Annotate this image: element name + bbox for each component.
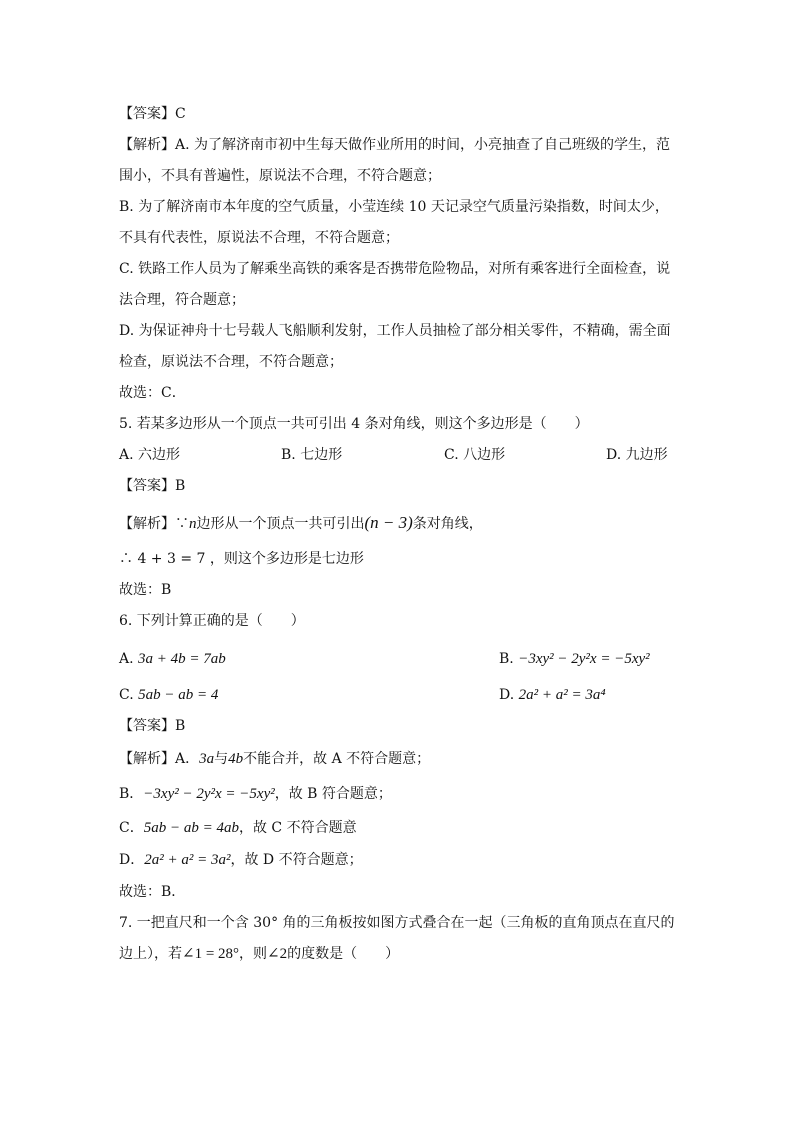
q5-option-b: B. 七边形 [281,447,343,463]
q6-analysis-a [119,750,430,768]
q4-conclusion: 故选：C． [119,385,186,401]
q7-question-line2-c: 的度数是（ ） [287,946,400,962]
q5-expr-n3: (n − 3) [364,513,413,532]
q6-conclusion: 故选：B． [119,884,186,900]
q6-analysis-a-suffix: 不能合并，故 A 不符合题意； [243,751,431,767]
q6-option-a [119,650,226,668]
q6-option-a-expr: 3a + 4b = 7ab [138,651,226,667]
q7-question-line2-b: ，则 [239,946,268,962]
q5-var-n: n [189,516,197,532]
q7-angle2: ∠2 [267,946,288,962]
q5-therefore: ∴ 4 + 3 = 7 ，则这个多边形是七边形 [119,551,364,567]
q6-option-d-expr: 2a² + a² = 3a⁴ [518,687,606,703]
q5-answer: 【答案】B [119,478,186,494]
q6-question: 6. 下列计算正确的是（ ） [119,613,305,629]
q4-analysis-line2: 围小，不具有普遍性，原说法不合理，不符合题意； [119,168,441,184]
q6-option-c-label: C. [119,687,139,703]
q4-b-line1: B. 为了解济南市本年度的空气质量，小莹连续 10 天记录空气质量污染指数，时间太少， [119,199,669,215]
q6-analysis-c-expr: 5ab − ab = 4ab [143,820,239,836]
q6-analysis-a-prefix: 【解析】A． [119,751,200,767]
q4-answer: 【答案】C [119,106,186,122]
q4-c-line1: C. 铁路工作人员为了解乘坐高铁的乘客是否携带危险物品，对所有乘客进行全面检查，说 [119,261,671,277]
q5-analysis-prefix: 【解析】∵ [119,516,189,532]
q5-option-c: C. 八边形 [444,447,506,463]
q6-option-b [499,650,650,668]
q6-analysis-b-prefix: B． [119,786,144,802]
q7-question-line2 [119,945,399,963]
q6-analysis-d-suffix: ，故 D 不符合题意； [230,852,363,868]
q6-analysis-c-suffix: ，故 C 不符合题意 [238,820,357,836]
q6-option-b-expr: −3xy² − 2y²x = −5xy² [518,651,650,667]
q7-question-line1: 7. 一把直尺和一个含 30° 角的三角板按如图方式叠合在一起（三角板的直角顶点在直尺的 [119,915,675,931]
q6-analysis-d-expr: 2a² + a² = 3a² [144,852,231,868]
q6-analysis-a-term2: 4b [228,751,244,767]
q5-analysis-suffix: 条对角线， [412,516,483,532]
q6-analysis-d [119,851,363,869]
q6-analysis-a-term1: 3a [199,751,215,767]
q5-option-d: D. 九边形 [606,447,668,463]
q7-question-line2-a: 边上），若 [119,946,182,962]
q5-option-a: A. 六边形 [119,447,181,463]
q6-analysis-b [119,785,392,803]
q6-option-d-label: D. [499,687,519,703]
q6-analysis-d-prefix: D． [119,852,145,868]
q6-analysis-b-expr: −3xy² − 2y²x = −5xy² [143,786,275,802]
q5-analysis-mid: 边形从一个顶点一共可引出 [196,516,365,532]
q4-b-line2: 不具有代表性，原说法不合理，不符合题意； [119,230,399,246]
q4-d-line2: 检查，原说法不合理，不符合题意； [119,354,343,370]
q6-analysis-b-suffix: ，故 B 符合题意； [274,786,392,802]
q6-option-d [499,686,606,704]
q4-analysis-line1: 【解析】A. 为了解济南市初中生每天做作业所用的时间，小亮抽查了自己班级的学生，范 [119,137,671,153]
q4-c-line2: 法合理，符合题意； [119,292,245,308]
q6-option-c-expr: 5ab − ab = 4 [138,687,219,703]
q7-angle1: ∠1 = 28° [182,946,240,962]
q6-answer: 【答案】B [119,718,186,734]
q5-question: 5. 若某多边形从一个顶点一共可引出 4 条对角线，则这个多边形是（ ） [119,416,589,432]
q5-conclusion: 故选：B [119,582,172,598]
q6-option-a-label: A. [119,651,139,667]
q6-option-c [119,686,218,704]
q6-option-b-label: B. [499,651,519,667]
q4-d-line1: D. 为保证神舟十七号载人飞船顺利发射，工作人员抽检了部分相关零件，不精确，需全面 [119,323,671,339]
q6-analysis-a-mid: 与 [214,751,229,767]
q5-analysis [119,514,483,533]
q6-analysis-c-prefix: C． [119,820,144,836]
q6-analysis-c [119,819,357,837]
